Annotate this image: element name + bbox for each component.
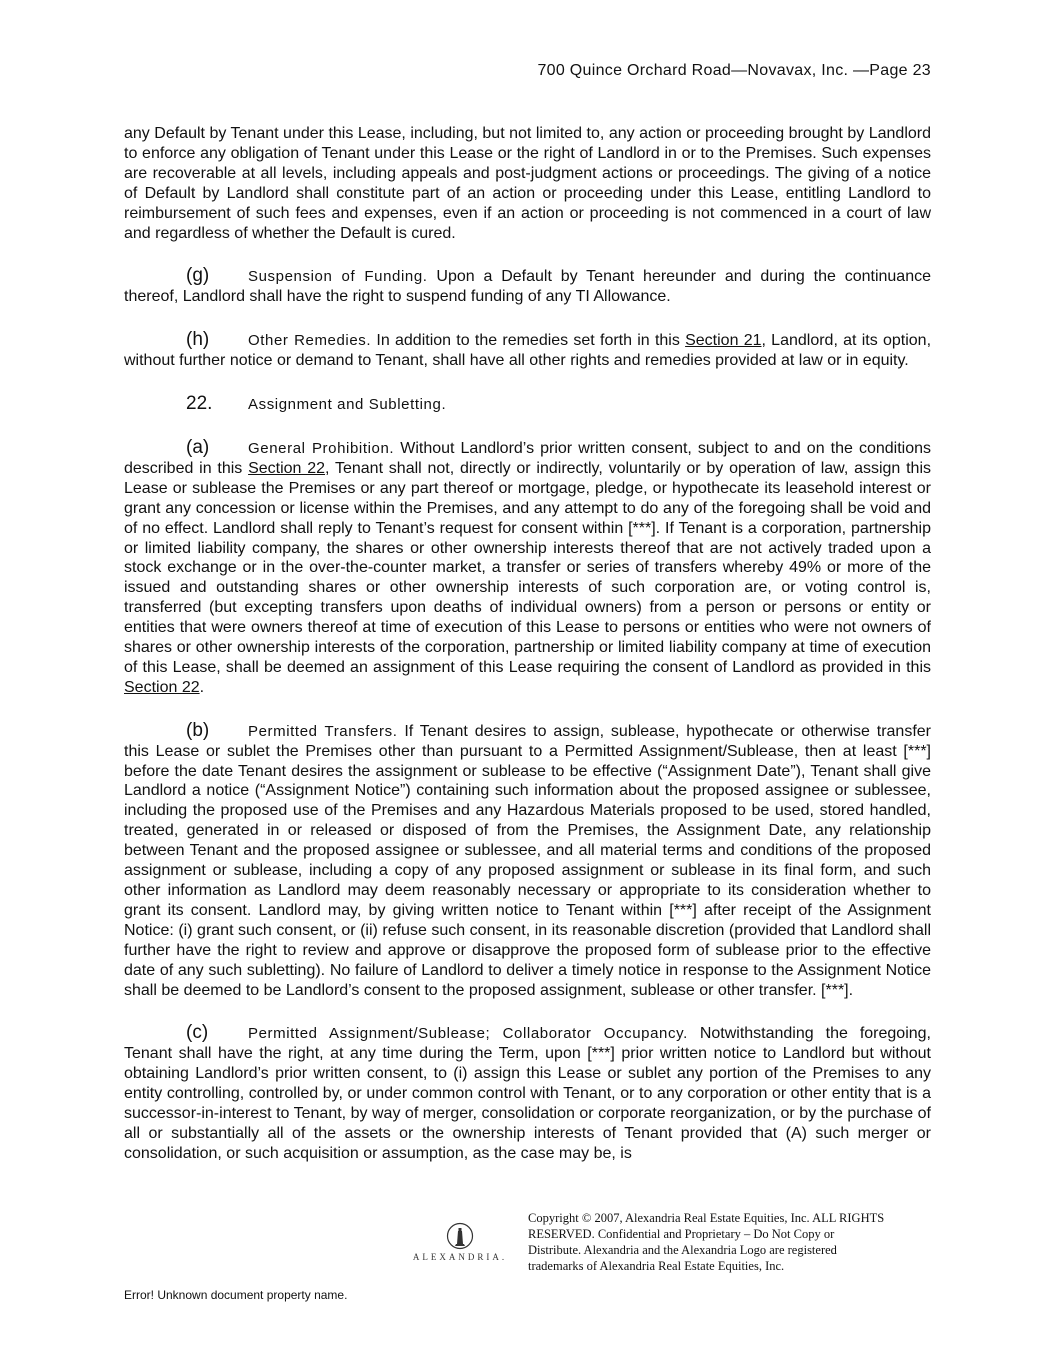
section-reference: Section 22 bbox=[248, 459, 326, 477]
paragraph-text: In addition to the remedies set forth in this bbox=[371, 332, 686, 350]
alexandria-logo bbox=[404, 1222, 516, 1262]
document-property-error: Error! Unknown document property name. bbox=[124, 1288, 348, 1302]
section-title: Assignment and Subletting. bbox=[248, 396, 447, 414]
paragraph-c bbox=[124, 1023, 931, 1163]
paragraph-heading: Suspension of Funding. bbox=[248, 268, 428, 286]
paragraph-heading: General Prohibition. bbox=[248, 439, 395, 457]
paragraph-text: , Tenant shall not, directly or indirectly, voluntarily or by operation of law, assign this Lease or sublease the Premises or any part thereof or mortgage, pledge, or hypothecate its leasehold interest or grant any concession or license within the Premises, and any attempt to do any of the foregoing shall be void and of no effect. Landlord shall reply to Tenant’s request for consent within [***]. If Tenant is a corporation, partnership or limited liability company, the shares or other ownership interests thereof that are not actively traded upon a stock exchange or in the over-the-counter market, a transfer or series of transfers whereby 49% or more of the issued and outstanding shares or other ownership interests of such corporation are, or voting control is, transferred (but excepting transfers upon deaths of individual owners) from a person or persons or entity or entities that were owners thereof at time of execution of this Lease to persons or entities who were not owners of shares or other ownership interests of the corporation, partnership or limited liability company at time of execution of this Lease, shall be deemed an assignment of this Lease requiring the consent of Landlord as provided in this bbox=[124, 459, 932, 676]
footer-block bbox=[404, 1210, 894, 1276]
paragraph-label: (h) bbox=[186, 329, 210, 351]
lighthouse-icon bbox=[444, 1222, 476, 1250]
paragraph-label: (b) bbox=[186, 719, 210, 741]
copyright-notice: Copyright © 2007, Alexandria Real Estate Equities, Inc. ALL RIGHTS RESERVED. Confidential and Proprietary – Do Not Copy or Distribute. Alexandria and the Alexandria Logo are registered trademarks of Alexandria Real Estate Equities, Inc. bbox=[528, 1211, 885, 1273]
paragraph-text: Upon a Default by Tenant hereunder and during the continuance thereof, Landlord shall have the right to suspend funding of any TI Allowance. bbox=[124, 268, 931, 306]
paragraph-label: (g) bbox=[186, 265, 210, 287]
paragraph-h bbox=[124, 330, 931, 371]
paragraph-continuation bbox=[124, 124, 931, 243]
section-22-heading bbox=[124, 394, 931, 415]
paragraph-label: (a) bbox=[186, 436, 210, 458]
section-reference: Section 21 bbox=[685, 332, 762, 350]
paragraph-g bbox=[124, 266, 931, 307]
logo-wordmark: ALEXANDRIA. bbox=[412, 1252, 508, 1262]
section-reference: Section 22 bbox=[124, 678, 200, 696]
paragraph-heading: Other Remedies. bbox=[248, 332, 372, 350]
running-header: 700 Quince Orchard Road—Novavax, Inc. —Page 23 bbox=[537, 62, 931, 79]
document-body bbox=[124, 124, 931, 1187]
paragraph-heading: Permitted Transfers. bbox=[248, 722, 398, 740]
section-number: 22. bbox=[186, 393, 213, 415]
paragraph-a bbox=[124, 438, 931, 698]
paragraph-text: If Tenant desires to assign, sublease, hypothecate or otherwise transfer this Lease or sublet the Premises other than pursuant to a Permitted Assignment/Sublease, then at least [***] before the date Tenant desires the assignment or sublease to be effective (“Assignment Date”), Tenant shall give Landlord a notice (“Assignment Notice”) containing such information about the proposed assignee or sublessee, including the proposed use of the Premises and any Hazardous Materials proposed to be used, stored handled, treated, generated in or released or disposed of from the Premises, the Assignment Date, any relationship between Tenant and the proposed assignee or sublessee, and all material terms and conditions of the proposed assignment or sublease, including a copy of any proposed assignment or sublease in its final form, and such other information as Landlord may deem reasonably necessary or appropriate to its consideration whether to grant its consent. Landlord may, by giving written notice to Tenant within [***] after receipt of the Assignment Notice: (i) grant such consent, or (ii) refuse such consent, in its reasonable discretion (provided that Landlord shall further have the right to review and approve or disapprove the proposed form of sublease prior to the effective date of any such subletting). No failure of Landlord to deliver a timely notice in response to the Assignment Notice shall be deemed to be Landlord’s consent to the proposed assignment, sublease or other transfer. [***]. bbox=[124, 722, 932, 999]
paragraph-text: Notwithstanding the foregoing, Tenant shall have the right, at any time during the Term, upon [***] prior written notice to Landlord but without obtaining Landlord’s prior written consent, to (i) assign this Lease or sublet any portion of the Premises to any entity controlling, controlled by, or under common control with Tenant, or to any corporation or other entity that is a successor-in-interest to Tenant, by way of merger, consolidation or corporate reorganization, or by the purchase of all or substantially all of the assets or the ownership interests of Tenant provided that (A) such merger or consolidation, or such acquisition or assumption, as the case may be, is bbox=[124, 1025, 931, 1162]
paragraph-text: , Landlord, at its option, without further notice or demand to Tenant, shall have all other rights and remedies provided at law or in equity. bbox=[124, 332, 932, 370]
paragraph-heading: Permitted Assignment/Sublease; Collaborator Occupancy. bbox=[248, 1025, 688, 1043]
paragraph-text: . bbox=[199, 678, 205, 696]
paragraph-text: Without Landlord’s prior written consent, subject to and on the conditions described in this bbox=[124, 439, 931, 477]
paragraph-text: any Default by Tenant under this Lease, including, but not limited to, any action or proceeding brought by Landlord to enforce any obligation of Tenant under this Lease or the right of Landlord in or to the Premises. Such expenses are recoverable at all levels, including appeals and post-judgment actions or proceedings. The giving of a notice of Default by Landlord shall constitute part of an action or proceeding under this Lease, entitling Landlord to reimbursement of such fees and expenses, even if an action or proceeding is not commenced in a court of law and regardless of whether the Default is cured. bbox=[124, 125, 931, 242]
paragraph-label: (c) bbox=[186, 1022, 209, 1044]
paragraph-b bbox=[124, 721, 931, 1001]
